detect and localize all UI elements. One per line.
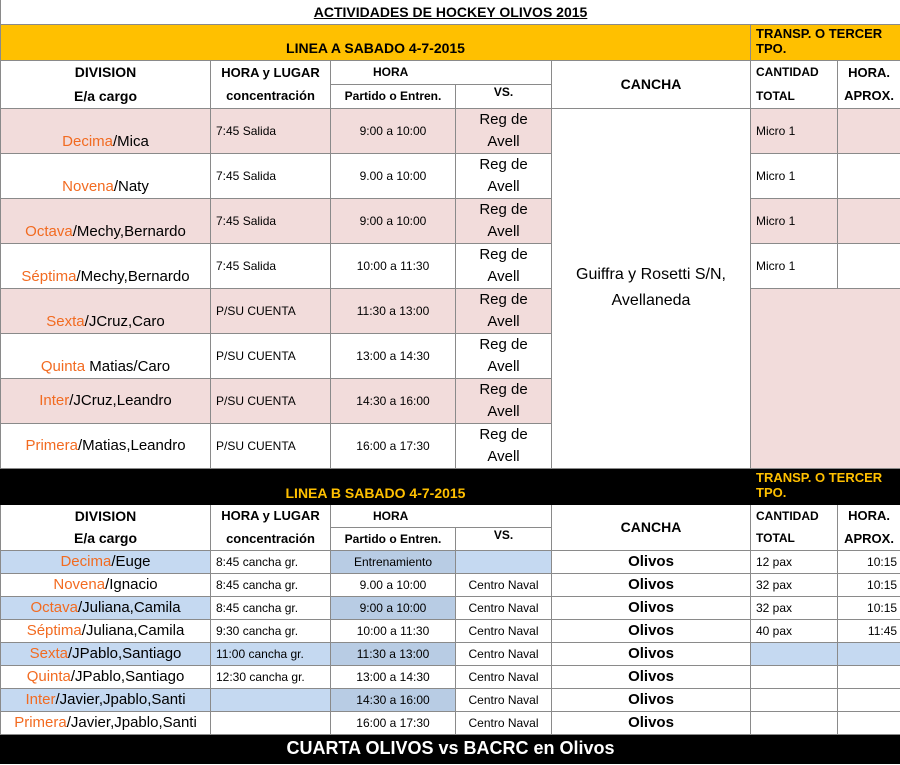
linea-b-row bbox=[1, 642, 900, 665]
rival bbox=[456, 378, 552, 423]
hora-partido: Entrenamiento bbox=[331, 550, 456, 573]
page-title: ACTIVIDADES DE HOCKEY OLIVOS 2015 bbox=[1, 0, 900, 24]
rival-line1: Reg de bbox=[479, 155, 528, 173]
col-hora-lugar-2: concentración bbox=[211, 84, 331, 108]
division-name: Inter bbox=[25, 691, 56, 708]
concentracion: 8:45 cancha gr. bbox=[211, 596, 331, 619]
encargado: /JCruz,Leandro bbox=[69, 392, 172, 409]
footer-banner: CUARTA OLIVOS vs BACRC en Olivos bbox=[1, 734, 900, 763]
hora-partido: 11:30 a 13:00 bbox=[331, 642, 456, 665]
rival-line2: Avell bbox=[487, 222, 520, 240]
division-name: Octava bbox=[25, 222, 73, 240]
encargado: /Javier,Jpablo,Santi bbox=[66, 714, 197, 731]
linea-a-row bbox=[1, 198, 900, 243]
hora-aprox bbox=[838, 243, 900, 288]
hora-partido: 14:30 a 16:00 bbox=[331, 688, 456, 711]
hora-partido: 10:00 a 11:30 bbox=[331, 243, 456, 288]
rival-line1: Reg de bbox=[479, 200, 528, 218]
cantidad: 32 pax bbox=[751, 596, 838, 619]
encargado: /Naty bbox=[113, 177, 149, 195]
cancha: Olivos bbox=[552, 619, 751, 642]
concentracion: 12:30 cancha gr. bbox=[211, 665, 331, 688]
cancha: Olivos bbox=[552, 711, 751, 734]
col-partido: Partido o Entren. bbox=[331, 84, 456, 108]
cancha: Olivos bbox=[552, 665, 751, 688]
concentracion: P/SU CUENTA bbox=[211, 333, 331, 378]
encargado: /JCruz,Caro bbox=[84, 312, 165, 330]
col-ea-cargo: E/a cargo bbox=[1, 527, 211, 550]
rival-line2: Avell bbox=[487, 402, 520, 420]
rival-line2: Avell bbox=[487, 447, 520, 465]
rival-line2: Avell bbox=[487, 267, 520, 285]
hora-aprox: 10:15 bbox=[838, 573, 900, 596]
col-hora-aprox-1: HORA. bbox=[838, 60, 900, 84]
hora-aprox bbox=[838, 642, 900, 665]
rival bbox=[456, 108, 552, 153]
division-name: Novena bbox=[53, 576, 106, 593]
concentracion: P/SU CUENTA bbox=[211, 423, 331, 468]
col-vs: VS. bbox=[456, 527, 552, 550]
hora-aprox bbox=[838, 153, 900, 198]
linea-b-row bbox=[1, 573, 900, 596]
hora-aprox bbox=[838, 198, 900, 243]
hora-partido: 9:00 a 10:00 bbox=[331, 596, 456, 619]
cantidad: Micro 1 bbox=[751, 198, 838, 243]
division-name: Decima bbox=[62, 132, 113, 150]
col-hora-lugar-1: HORA y LUGAR bbox=[211, 60, 331, 84]
col-hora-aprox-2: APROX. bbox=[838, 84, 900, 108]
encargado: /JPablo,Santiago bbox=[67, 645, 182, 662]
linea-a-row bbox=[1, 243, 900, 288]
col-hora: HORA bbox=[331, 504, 552, 527]
division-name: Séptima bbox=[26, 622, 82, 639]
division-name: Quinta bbox=[40, 357, 86, 375]
encargado: /Mica bbox=[113, 132, 149, 150]
linea-b-row bbox=[1, 688, 900, 711]
rival bbox=[456, 423, 552, 468]
col-division: DIVISION bbox=[1, 60, 211, 84]
linea-b-row bbox=[1, 665, 900, 688]
hora-partido: 9:00 a 10:00 bbox=[331, 108, 456, 153]
concentracion: 7:45 Salida bbox=[211, 108, 331, 153]
hora-partido: 13:00 a 14:30 bbox=[331, 333, 456, 378]
linea-b-title: LINEA B SABADO 4-7-2015 bbox=[1, 468, 751, 504]
division-name: Novena bbox=[62, 177, 114, 195]
division-name: Primera bbox=[25, 437, 78, 454]
concentracion: 8:45 cancha gr. bbox=[211, 573, 331, 596]
encargado: /Javier,Jpablo,Santi bbox=[55, 691, 186, 708]
division-name: Séptima bbox=[21, 267, 77, 285]
encargado: /Euge bbox=[111, 553, 151, 570]
rival-line1: Reg de bbox=[479, 290, 528, 308]
concentracion: 7:45 Salida bbox=[211, 153, 331, 198]
cancha-avellaneda: Guiffra y Rosetti S/N, Avellaneda bbox=[552, 108, 751, 468]
hora-aprox bbox=[838, 711, 900, 734]
linea-b-row bbox=[1, 711, 900, 734]
hora-aprox bbox=[838, 665, 900, 688]
rival-line2: Avell bbox=[487, 177, 520, 195]
hora-aprox: 10:15 bbox=[838, 550, 900, 573]
concentracion bbox=[211, 688, 331, 711]
division-name: Quinta bbox=[26, 668, 71, 685]
rival: Centro Naval bbox=[456, 665, 552, 688]
rival bbox=[456, 153, 552, 198]
hora-aprox: 11:45 bbox=[838, 619, 900, 642]
col-hora-aprox-1: HORA. bbox=[838, 504, 900, 527]
division-name: Inter bbox=[39, 392, 70, 409]
rival bbox=[456, 243, 552, 288]
division-name: Decima bbox=[60, 553, 112, 570]
hora-partido: 9.00 a 10:00 bbox=[331, 573, 456, 596]
col-cantidad-2: TOTAL bbox=[751, 84, 838, 108]
concentracion: 11:00 cancha gr. bbox=[211, 642, 331, 665]
hora-aprox bbox=[838, 108, 900, 153]
linea-b-row bbox=[1, 596, 900, 619]
hora-aprox: 10:15 bbox=[838, 596, 900, 619]
division-name: Primera bbox=[14, 714, 67, 731]
cantidad bbox=[751, 642, 838, 665]
col-division: DIVISION bbox=[1, 504, 211, 527]
encargado: Matias/Caro bbox=[85, 357, 171, 375]
rival-line2: Avell bbox=[487, 132, 520, 150]
concentracion: 8:45 cancha gr. bbox=[211, 550, 331, 573]
cantidad bbox=[751, 665, 838, 688]
col-vs: VS. bbox=[456, 84, 552, 108]
encargado: /Juliana,Camila bbox=[77, 599, 181, 616]
rival bbox=[456, 333, 552, 378]
hora-partido: 13:00 a 14:30 bbox=[331, 665, 456, 688]
concentracion: 9:30 cancha gr. bbox=[211, 619, 331, 642]
rival-line1: Reg de bbox=[479, 335, 528, 353]
cantidad bbox=[751, 711, 838, 734]
hora-partido: 9:00 a 10:00 bbox=[331, 198, 456, 243]
col-cancha: CANCHA bbox=[552, 504, 751, 550]
concentracion: 7:45 Salida bbox=[211, 198, 331, 243]
cantidad: 12 pax bbox=[751, 550, 838, 573]
encargado: /Juliana,Camila bbox=[81, 622, 185, 639]
col-cancha: CANCHA bbox=[552, 60, 751, 108]
hora-partido: 9.00 a 10:00 bbox=[331, 153, 456, 198]
hora-partido: 10:00 a 11:30 bbox=[331, 619, 456, 642]
cancha: Olivos bbox=[552, 688, 751, 711]
hora-partido: 11:30 a 13:00 bbox=[331, 288, 456, 333]
col-hora-aprox-2: APROX. bbox=[838, 527, 900, 550]
cancha: Olivos bbox=[552, 596, 751, 619]
rival: Centro Naval bbox=[456, 573, 552, 596]
hora-partido: 16:00 a 17:30 bbox=[331, 423, 456, 468]
rival bbox=[456, 198, 552, 243]
concentracion: 7:45 Salida bbox=[211, 243, 331, 288]
rival: Centro Naval bbox=[456, 711, 552, 734]
linea-a-transp: TRANSP. O TERCER TPO. bbox=[751, 24, 900, 60]
rival bbox=[456, 550, 552, 573]
encargado: /Matias,Leandro bbox=[77, 437, 186, 454]
rival-line1: Reg de bbox=[479, 110, 528, 128]
linea-a-row bbox=[1, 153, 900, 198]
rival: Centro Naval bbox=[456, 596, 552, 619]
rival-line2: Avell bbox=[487, 312, 520, 330]
encargado: /Mechy,Bernardo bbox=[76, 267, 190, 285]
col-hora-lugar-1: HORA y LUGAR bbox=[211, 504, 331, 527]
cancha: Olivos bbox=[552, 642, 751, 665]
cantidad bbox=[751, 688, 838, 711]
cantidad: 32 pax bbox=[751, 573, 838, 596]
rival: Centro Naval bbox=[456, 619, 552, 642]
rival-line1: Reg de bbox=[479, 425, 528, 443]
linea-a-row bbox=[1, 108, 900, 153]
linea-b-row bbox=[1, 550, 900, 573]
concentracion: P/SU CUENTA bbox=[211, 288, 331, 333]
col-cantidad-1: CANTIDAD bbox=[751, 504, 838, 527]
encargado: /JPablo,Santiago bbox=[70, 668, 185, 685]
col-ea-cargo: E/a cargo bbox=[1, 84, 211, 108]
col-cantidad-2: TOTAL bbox=[751, 527, 838, 550]
rival: Centro Naval bbox=[456, 642, 552, 665]
cantidad: Micro 1 bbox=[751, 108, 838, 153]
division-name: Sexta bbox=[46, 312, 85, 330]
cantidad: 40 pax bbox=[751, 619, 838, 642]
rival-line2: Avell bbox=[487, 357, 520, 375]
cantidad: Micro 1 bbox=[751, 153, 838, 198]
cancha: Olivos bbox=[552, 550, 751, 573]
col-hora: HORA bbox=[331, 60, 552, 84]
encargado: /Ignacio bbox=[105, 576, 158, 593]
col-hora-lugar-2: concentración bbox=[211, 527, 331, 550]
rival: Centro Naval bbox=[456, 688, 552, 711]
cancha: Olivos bbox=[552, 573, 751, 596]
linea-b-transp: TRANSP. O TERCER TPO. bbox=[751, 468, 900, 504]
rival bbox=[456, 288, 552, 333]
hora-partido: 14:30 a 16:00 bbox=[331, 378, 456, 423]
col-partido: Partido o Entren. bbox=[331, 527, 456, 550]
hora-aprox bbox=[838, 688, 900, 711]
concentracion bbox=[211, 711, 331, 734]
concentracion: P/SU CUENTA bbox=[211, 378, 331, 423]
linea-a-row bbox=[1, 288, 900, 333]
rival-line1: Reg de bbox=[479, 245, 528, 263]
linea-b-row bbox=[1, 619, 900, 642]
linea-a-title: LINEA A SABADO 4-7-2015 bbox=[1, 24, 751, 60]
rival-line1: Reg de bbox=[479, 380, 528, 398]
transp-empty-block bbox=[751, 288, 900, 468]
division-name: Octava bbox=[30, 599, 78, 616]
hora-partido: 16:00 a 17:30 bbox=[331, 711, 456, 734]
cantidad: Micro 1 bbox=[751, 243, 838, 288]
division-name: Sexta bbox=[29, 645, 68, 662]
col-cantidad-1: CANTIDAD bbox=[751, 60, 838, 84]
encargado: /Mechy,Bernardo bbox=[72, 222, 186, 240]
